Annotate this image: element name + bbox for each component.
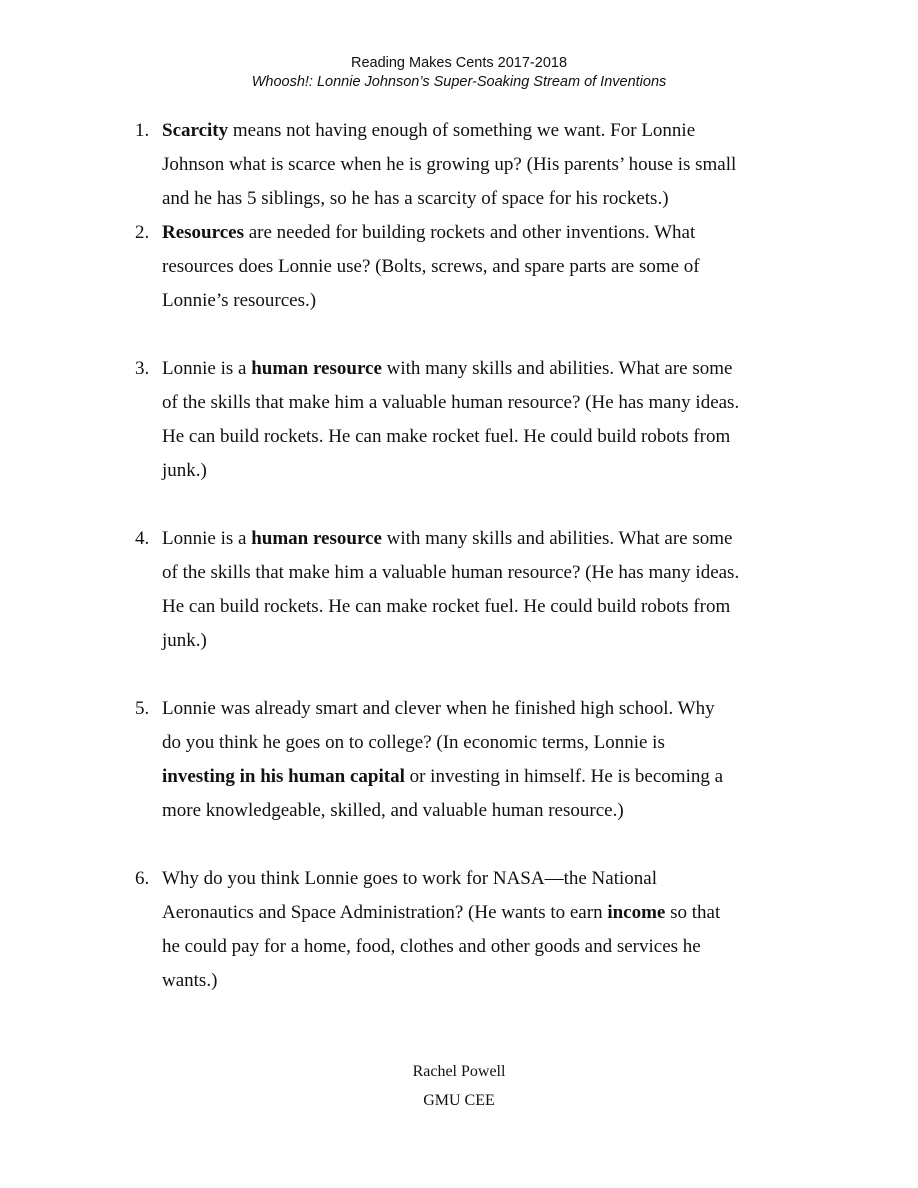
text-line: Resources are needed for building rockets and other inventions. What: [162, 222, 696, 243]
text-line: he could pay for a home, food, clothes and other goods and services he: [162, 936, 701, 957]
text-line: and he has 5 siblings, so he has a scarcity of space for his rockets.): [162, 188, 669, 209]
text-line: He can build rockets. He can make rocket fuel. He could build robots from: [162, 426, 731, 447]
document-footer: [0, 1057, 918, 1115]
question-number: 6.: [135, 868, 150, 889]
document-subtitle: Whoosh!: Lonnie Johnson’s Super-Soaking Stream of Inventions: [251, 74, 667, 90]
key-term-income: income: [607, 902, 666, 923]
text-line: Lonnie was already smart and clever when he finished high school. Why: [162, 698, 715, 719]
question-text: [162, 692, 822, 828]
text-line: Scarcity means not having enough of something we want. For Lonnie: [162, 120, 696, 141]
key-term-resources: Resources: [162, 222, 244, 243]
text-line: junk.): [162, 460, 207, 481]
text-line: wants.): [162, 970, 218, 991]
organization-name: GMU CEE: [423, 1092, 495, 1109]
text-line: investing in his human capital or investing in himself. He is becoming a: [162, 766, 724, 787]
text-line: Lonnie is a human resource with many skills and abilities. What are some: [162, 528, 733, 549]
question-number: 5.: [135, 698, 150, 719]
key-term-human-capital: investing in his human capital: [162, 766, 405, 787]
text-line: Lonnie’s resources.): [162, 290, 317, 311]
text-line: do you think he goes on to college? (In economic terms, Lonnie is: [162, 732, 665, 753]
text-line: resources does Lonnie use? (Bolts, screws, and spare parts are some of: [162, 256, 700, 277]
text-line: Lonnie is a human resource with many skills and abilities. What are some: [162, 358, 733, 379]
question-text: [162, 216, 822, 318]
question-number: 4.: [135, 528, 150, 549]
text-line: He can build rockets. He can make rocket fuel. He could build robots from: [162, 596, 731, 617]
text-line: more knowledgeable, skilled, and valuable human resource.): [162, 800, 624, 821]
text-line: Aeronautics and Space Administration? (He wants to earn income so that: [162, 902, 721, 923]
text-line: Why do you think Lonnie goes to work for NASA—the National: [162, 868, 657, 889]
question-text: [162, 862, 822, 998]
document-title: Reading Makes Cents 2017-2018: [350, 55, 568, 71]
question-text: [162, 522, 822, 658]
key-term-human-resource: human resource: [251, 358, 382, 379]
text-line: of the skills that make him a valuable human resource? (He has many ideas.: [162, 392, 740, 413]
question-number: 2.: [135, 222, 150, 243]
question-text: [162, 114, 822, 216]
question-number: 1.: [135, 120, 150, 141]
question-number: 3.: [135, 358, 150, 379]
text-line: Johnson what is scarce when he is growing up? (His parents’ house is small: [162, 154, 737, 175]
text-line: of the skills that make him a valuable human resource? (He has many ideas.: [162, 562, 740, 583]
question-text: [162, 352, 822, 488]
text-line: junk.): [162, 630, 207, 651]
key-term-scarcity: Scarcity: [162, 120, 229, 141]
author-name: Rachel Powell: [412, 1063, 506, 1080]
document-header: [0, 54, 918, 92]
key-term-human-resource: human resource: [251, 528, 382, 549]
